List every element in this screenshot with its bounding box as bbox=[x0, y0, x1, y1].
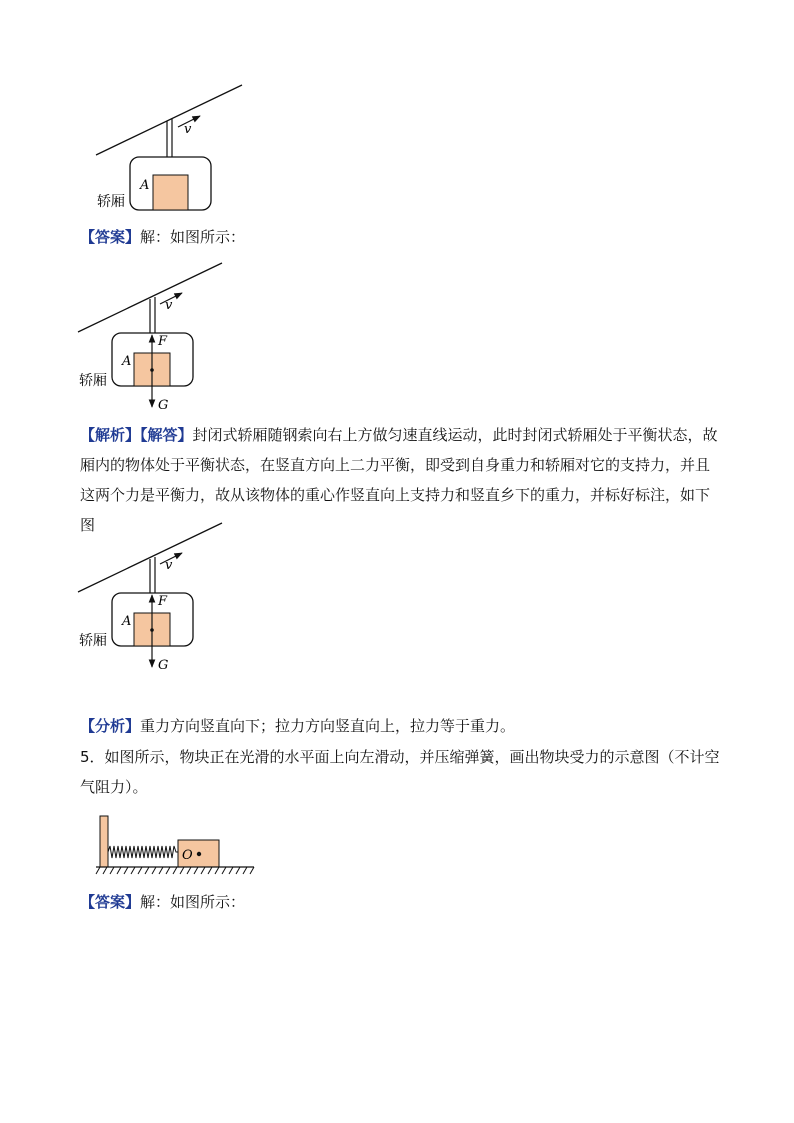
answer-line-2 bbox=[80, 887, 720, 917]
force-g-label: G bbox=[158, 398, 169, 413]
figure-cable-car-3 bbox=[72, 517, 262, 677]
center-of-gravity-dot bbox=[150, 628, 154, 632]
object-label: A bbox=[140, 178, 150, 193]
force-f-label: F bbox=[158, 594, 168, 609]
figure-cable-car-1 bbox=[80, 75, 270, 215]
answer-text-2: 解：如图所示： bbox=[140, 893, 246, 911]
object-block bbox=[153, 175, 188, 210]
analysis-tag: 【解析】 bbox=[80, 426, 141, 444]
fenxi-text: 重力方向竖直向下；拉力方向竖直向上，拉力等于重力。 bbox=[140, 717, 516, 735]
answer-line-1 bbox=[80, 222, 720, 252]
center-of-gravity-dot bbox=[150, 368, 154, 372]
velocity-label: v bbox=[165, 298, 173, 313]
cabin-label: 轿厢 bbox=[97, 194, 125, 210]
wall bbox=[100, 816, 108, 867]
ground-hatch bbox=[96, 867, 254, 874]
center-label: O bbox=[182, 848, 193, 863]
fenxi-line bbox=[80, 711, 720, 741]
velocity-label: v bbox=[184, 122, 192, 137]
question-5 bbox=[80, 742, 720, 802]
object-label: A bbox=[122, 614, 132, 629]
figure-spring-block bbox=[92, 812, 262, 884]
force-f-label: F bbox=[158, 334, 168, 349]
cable-line bbox=[96, 85, 242, 155]
cabin-label: 轿厢 bbox=[79, 373, 107, 389]
fenxi-tag: 【分析】 bbox=[80, 717, 141, 735]
answer-tag: 【答案】 bbox=[80, 228, 141, 246]
figure-cable-car-2 bbox=[72, 257, 262, 417]
center-dot bbox=[197, 852, 201, 856]
velocity-label: v bbox=[165, 558, 173, 573]
analysis-text: 封闭式轿厢随钢索向右上方做匀速直线运动，此时封闭式轿厢处于平衡状态，故厢内的物体处于平衡状态，在竖直方向上二力平衡，即受到自身重力和轿厢对它的支持力，并且这两个力是平衡力，故从该物体的重心作竖直向上支持力和竖直乡下的重力，并标好标注，如下图 bbox=[80, 426, 718, 534]
object-label: A bbox=[122, 354, 132, 369]
cabin-label: 轿厢 bbox=[79, 633, 107, 649]
question-5-text: 5．如图所示，物块正在光滑的水平面上向左滑动，并压缩弹簧，画出物块受力的示意图（不计空气阻力）。 bbox=[80, 748, 720, 796]
force-g-label: G bbox=[158, 658, 169, 673]
answer-tag-2: 【答案】 bbox=[80, 893, 141, 911]
solution-tag: 【解答】 bbox=[140, 426, 193, 444]
answer-text: 解：如图所示： bbox=[140, 228, 246, 246]
spring bbox=[108, 846, 178, 858]
